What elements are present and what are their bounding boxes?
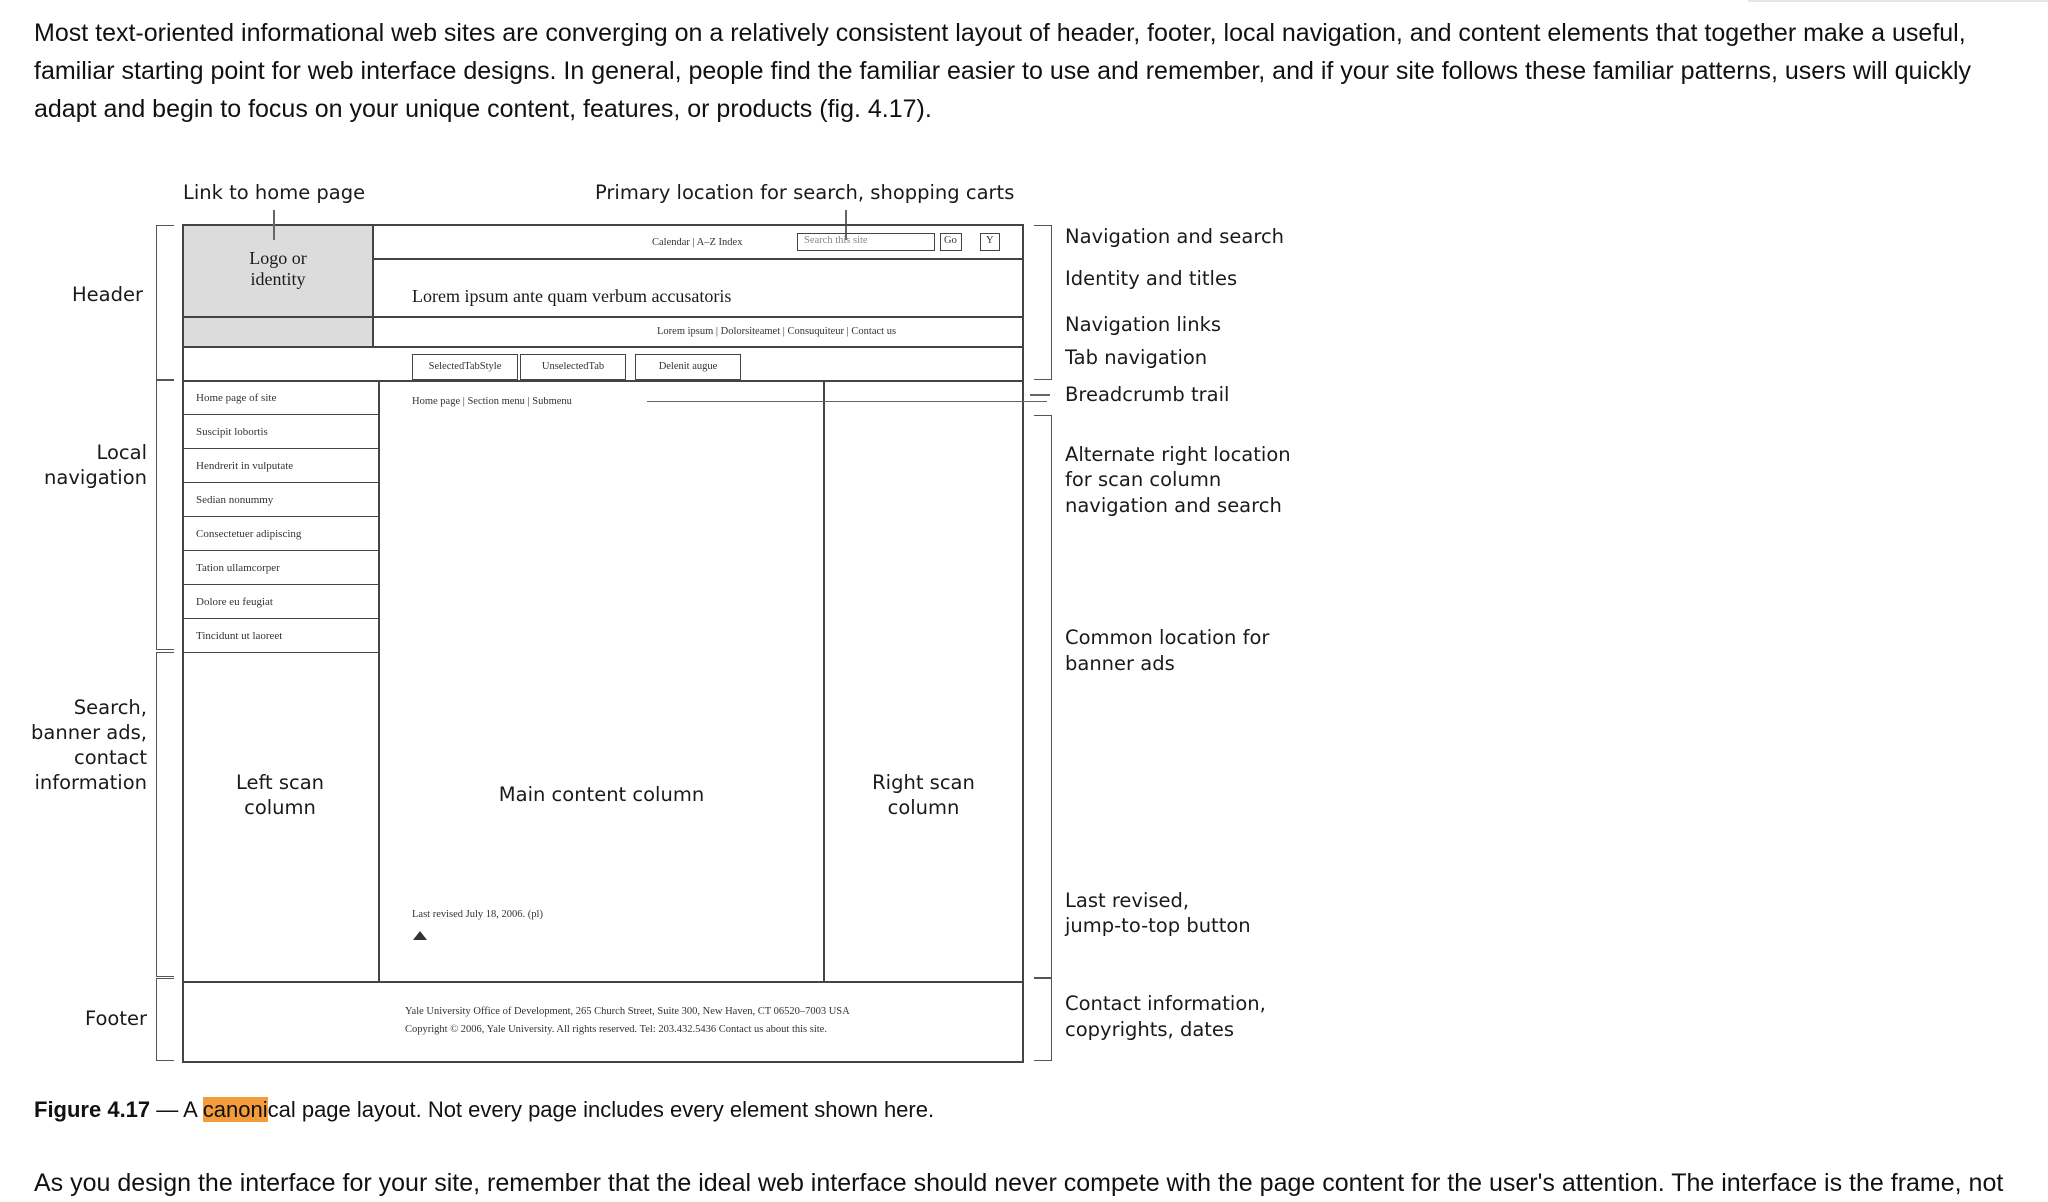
right-scan-label-2: column <box>887 796 960 819</box>
nav-links[interactable]: Lorem ipsum | Dolorsiteamet | Consuquiteur | Contact us <box>657 326 897 337</box>
label-search-1: Search, <box>73 696 147 719</box>
label-tab-nav: Tab navigation <box>1065 346 1208 369</box>
label-contact-2: copyrights, dates <box>1065 1018 1235 1041</box>
caption-highlight: canoni <box>202 1097 268 1122</box>
left-scan-label-2: column <box>244 796 316 819</box>
breadcrumb-leader <box>647 401 1047 402</box>
label-banner-2: banner ads <box>1065 652 1175 675</box>
local-nav-item-6[interactable]: Tation ullamcorper <box>184 551 380 585</box>
label-local-nav-1: Local <box>96 441 147 464</box>
label-search-3: contact <box>74 746 147 769</box>
local-nav-item-5[interactable]: Consectetuer adipiscing <box>184 517 380 551</box>
tab-delenit[interactable]: Delenit augue <box>635 354 741 380</box>
go-button[interactable] <box>940 233 962 251</box>
label-last-rev-2: jump-to-top button <box>1065 914 1251 937</box>
bracket-right-header <box>1034 225 1052 380</box>
label-search-4: information <box>34 771 147 794</box>
caption-label: Figure 4.17 <box>34 1097 151 1122</box>
bracket-header <box>156 225 174 380</box>
label-footer: Footer <box>84 1007 147 1030</box>
search-placeholder: Search this site <box>804 235 868 246</box>
bracket-local-nav <box>156 380 174 650</box>
right-column-divider <box>823 380 825 982</box>
y-button[interactable] <box>980 233 1000 251</box>
bracket-right-footer <box>1034 978 1052 1061</box>
next-paragraph: As you design the interface for your site, remember that the ideal web interface should never compete with the page content for the user's attention. The interface is the frame, not <box>34 1169 2004 1197</box>
intro-paragraph: Most text-oriented informational web sites are converging on a relatively consistent layout of header, footer, local navigation, and content elements that together make a useful, familiar starting point for web interface designs. In general, people find the familiar easier to use and remember, and if your site follows these familiar patterns, users will quickly adapt and begin to focus on your unique content, features, or products (fig. 4.17). <box>34 19 1972 123</box>
tab-selected[interactable]: SelectedTabStyle <box>412 354 518 380</box>
right-scan-label-1: Right scan <box>872 771 975 794</box>
label-breadcrumb: Breadcrumb trail <box>1065 383 1230 406</box>
label-last-rev-1: Last revised, <box>1065 889 1190 912</box>
main-content-label: Main content column <box>498 783 705 806</box>
local-nav-item-1[interactable]: Home page of site <box>184 381 380 415</box>
label-search-location: Primary location for search, shopping carts <box>595 181 1015 204</box>
label-header: Header <box>71 283 143 306</box>
label-nav-links: Navigation links <box>1065 313 1222 336</box>
tab-unselected[interactable]: UnselectedTab <box>520 354 626 380</box>
breadcrumb[interactable]: Home page | Section menu | Submenu <box>412 396 572 407</box>
label-search-2: banner ads, <box>31 721 147 744</box>
local-nav-item-8[interactable]: Tincidunt ut laoreet <box>184 619 380 653</box>
search-input[interactable] <box>797 233 935 251</box>
label-local-nav-2: navigation <box>44 466 147 489</box>
figure-caption <box>34 1095 934 1125</box>
tick-breadcrumb <box>1030 394 1050 396</box>
label-alt-right-2: for scan column <box>1065 468 1222 491</box>
label-identity: Identity and titles <box>1065 267 1238 290</box>
label-alt-right-1: Alternate right location <box>1065 443 1291 466</box>
logo-text-2: identity <box>250 269 306 289</box>
last-revised-text: Last revised July 18, 2006. (pl) <box>412 909 543 920</box>
bracket-right-scan <box>1034 415 1052 978</box>
label-banner-1: Common location for <box>1065 626 1270 649</box>
label-link-home: Link to home page <box>183 181 366 204</box>
go-label: Go <box>944 235 957 246</box>
left-scan-label-1: Left scan <box>235 771 325 794</box>
jump-to-top-icon[interactable] <box>413 931 427 940</box>
site-title: Lorem ipsum ante quam verbum accusatoris <box>412 286 732 306</box>
top-nav-links[interactable]: Calendar | A–Z Index <box>652 237 743 248</box>
caption-dash: — A <box>150 1097 203 1122</box>
header-divider-2 <box>182 316 1024 318</box>
footer-copyright: Copyright © 2006, Yale University. All rights reserved. Tel: 203.432.5436 Contact us about this site. <box>405 1024 827 1035</box>
bracket-search <box>156 652 174 977</box>
bracket-footer <box>156 978 174 1061</box>
label-alt-right-3: navigation and search <box>1065 494 1282 517</box>
y-label: Y <box>986 235 994 246</box>
local-nav-item-4[interactable]: Sedian nonummy <box>184 483 380 517</box>
local-nav-item-3[interactable]: Hendrerit in vulputate <box>184 449 380 483</box>
local-nav-item-2[interactable]: Suscipit lobortis <box>184 415 380 449</box>
header-divider-1 <box>374 258 1024 260</box>
logo-text-1: Logo or <box>249 248 307 268</box>
local-nav-item-7[interactable]: Dolore eu feugiat <box>184 585 380 619</box>
label-contact-1: Contact information, <box>1065 992 1266 1015</box>
footer-divider <box>182 981 1024 983</box>
footer-address: Yale University Office of Development, 265 Church Street, Suite 300, New Haven, CT 06520–7003 USA <box>405 1006 850 1017</box>
home-marker <box>273 224 275 240</box>
caption-rest: cal page layout. Not every page includes every element shown here. <box>267 1097 935 1122</box>
header-divider-3 <box>182 346 1024 348</box>
label-nav-search: Navigation and search <box>1065 225 1285 248</box>
